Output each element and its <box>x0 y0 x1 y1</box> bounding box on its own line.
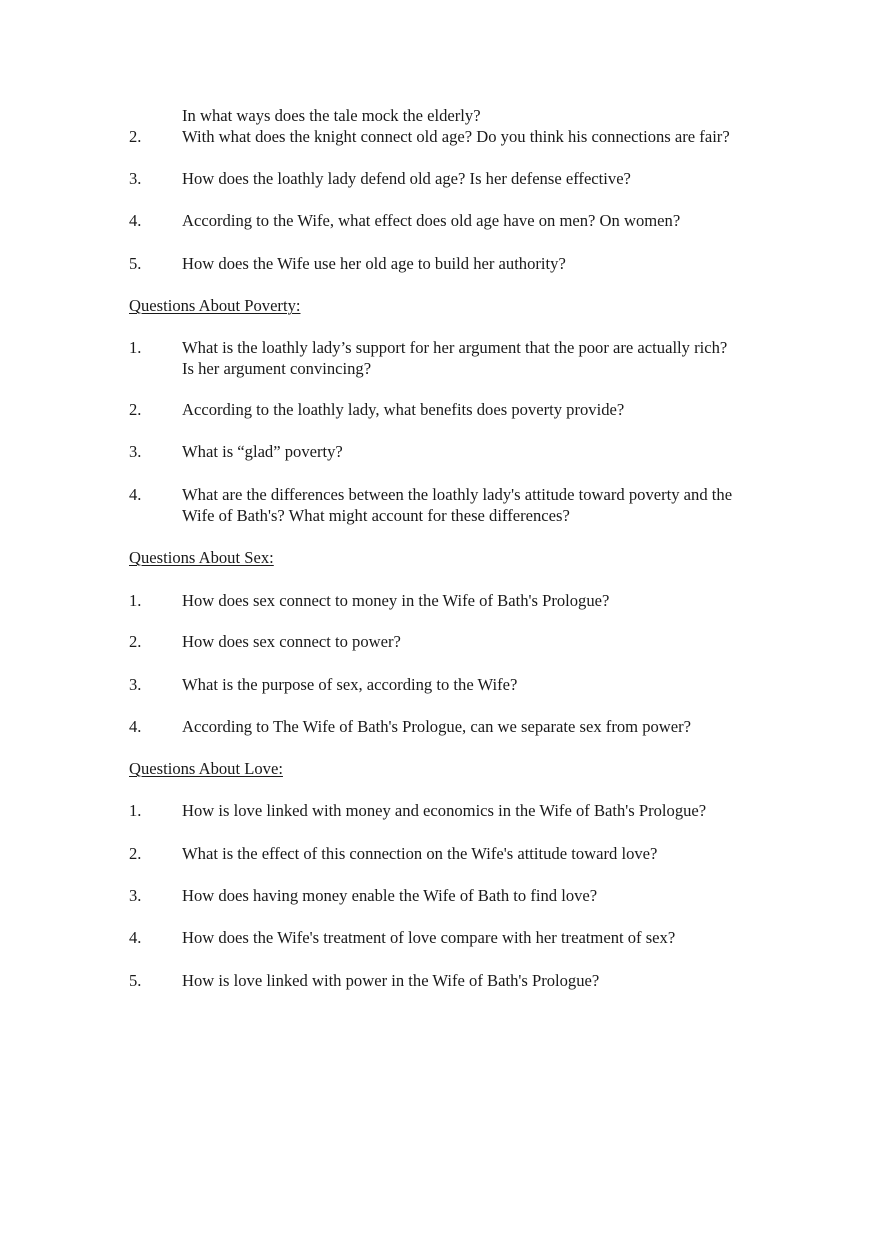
old-age-item-3-number: 3. <box>129 169 142 188</box>
sex-item-1-number: 1. <box>129 591 142 610</box>
sex-item-1-text: How does sex connect to money in the Wife of Bath's Prologue? <box>182 591 610 610</box>
old-age-item-4-text: According to the Wife, what effect does old age have on men? On women? <box>182 211 681 230</box>
sex-item-3-text: What is the purpose of sex, according to the Wife? <box>182 675 518 694</box>
poverty-item-2-text: According to the loathly lady, what benefits does poverty provide? <box>182 400 625 419</box>
old-age-item-3-text: How does the loathly lady defend old age? Is her defense effective? <box>182 169 631 188</box>
sex-item-4-text: According to The Wife of Bath's Prologue, can we separate sex from power? <box>182 717 692 736</box>
poverty-item-4-text: What are the differences between the loathly lady's attitude toward poverty and the Wife of Bath's? What might account for these differences? <box>182 485 733 525</box>
old-age-item-5-text: How does the Wife use her old age to build her authority? <box>182 254 566 273</box>
sex-item-2-number: 2. <box>129 632 142 651</box>
old-age-item-2-number: 2. <box>129 127 142 146</box>
love-item-2-text: What is the effect of this connection on the Wife's attitude toward love? <box>182 844 658 863</box>
poverty-item-3-text: What is “glad” poverty? <box>182 442 343 461</box>
poverty-section-heading: Questions About Poverty: <box>129 296 301 315</box>
sex-item-2-text: How does sex connect to power? <box>182 632 401 651</box>
love-item-5-text: How is love linked with power in the Wife of Bath's Prologue? <box>182 971 600 990</box>
sex-item-4-number: 4. <box>129 717 142 736</box>
poverty-item-4-number: 4. <box>129 485 142 504</box>
love-section-heading: Questions About Love: <box>129 759 283 778</box>
old-age-item-2-text: With what does the knight connect old age? Do you think his connections are fair? <box>182 127 730 146</box>
love-item-1-text: How is love linked with money and economics in the Wife of Bath's Prologue? <box>182 801 707 820</box>
love-item-2-number: 2. <box>129 844 142 863</box>
poverty-item-1-number: 1. <box>129 338 142 357</box>
sex-item-3-number: 3. <box>129 675 142 694</box>
love-item-4-text: How does the Wife's treatment of love compare with her treatment of sex? <box>182 928 676 947</box>
poverty-item-3-number: 3. <box>129 442 142 461</box>
old-age-item-5-number: 5. <box>129 254 142 273</box>
sex-section-heading: Questions About Sex: <box>129 548 274 567</box>
love-item-5-number: 5. <box>129 971 142 990</box>
poverty-item-1-text: What is the loathly lady’s support for her argument that the poor are actually rich? Is her argument convincing? <box>182 338 728 378</box>
love-item-1-number: 1. <box>129 801 142 820</box>
old-age-item-4-number: 4. <box>129 211 142 230</box>
poverty-item-2-number: 2. <box>129 400 142 419</box>
old-age-item-continuation: In what ways does the tale mock the elderly? <box>182 106 481 125</box>
love-item-3-text: How does having money enable the Wife of Bath to find love? <box>182 886 598 905</box>
love-item-4-number: 4. <box>129 928 142 947</box>
love-item-3-number: 3. <box>129 886 142 905</box>
